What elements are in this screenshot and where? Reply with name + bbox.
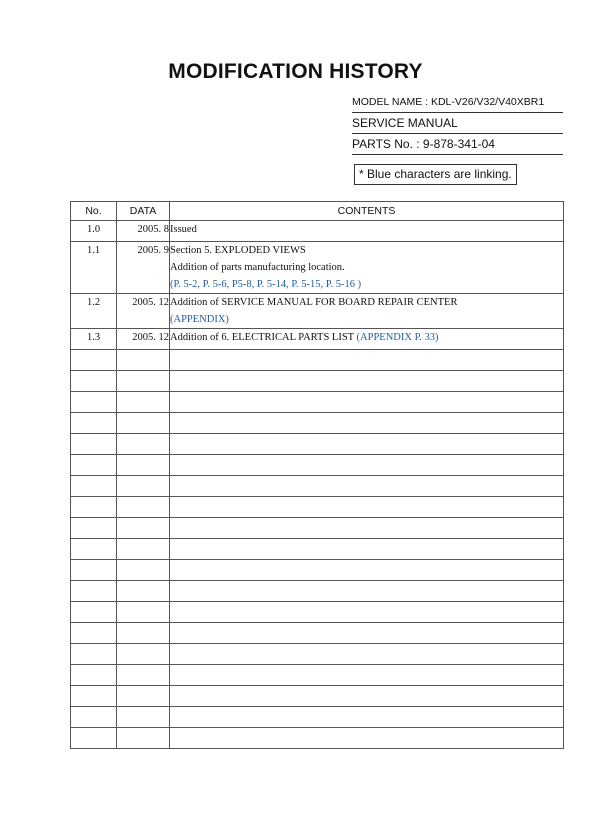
table-row-empty (71, 455, 564, 476)
row-date-empty (117, 644, 170, 665)
row-no: 1.2 (71, 294, 117, 329)
row-content-empty (170, 644, 564, 665)
row-date-empty (117, 434, 170, 455)
row-content (170, 329, 564, 350)
table-row-empty (71, 707, 564, 728)
modification-table (70, 201, 564, 749)
table-row-empty (71, 434, 564, 455)
header-data: DATA (117, 202, 170, 221)
row-no-empty (71, 539, 117, 560)
row-no-empty (71, 581, 117, 602)
row-date-empty (117, 728, 170, 749)
table-row-empty (71, 644, 564, 665)
table-row-empty (71, 602, 564, 623)
row-no: 1.1 (71, 242, 117, 294)
row-date-empty (117, 371, 170, 392)
row-content-empty (170, 581, 564, 602)
row-date-empty (117, 665, 170, 686)
row-no: 1.0 (71, 221, 117, 242)
row-no-empty (71, 623, 117, 644)
content-text: Addition of 6. ELECTRICAL PARTS LIST (170, 332, 357, 343)
row-no-empty (71, 518, 117, 539)
table-row-empty (71, 413, 564, 434)
table-row-empty (71, 497, 564, 518)
row-date-empty (117, 455, 170, 476)
row-content-empty (170, 602, 564, 623)
row-content-empty (170, 539, 564, 560)
row-no: 1.3 (71, 329, 117, 350)
row-no-empty (71, 413, 117, 434)
row-date-empty (117, 392, 170, 413)
table-row-empty (71, 476, 564, 497)
row-date-empty (117, 476, 170, 497)
row-no-empty (71, 392, 117, 413)
table-row-empty (71, 581, 564, 602)
row-no-empty (71, 350, 117, 371)
header-contents: CONTENTS (170, 202, 564, 221)
table-row-empty (71, 350, 564, 371)
row-date-empty (117, 413, 170, 434)
row-no-empty (71, 707, 117, 728)
row-content-empty (170, 350, 564, 371)
row-content (170, 221, 564, 242)
table-row-empty (71, 371, 564, 392)
table-row (71, 242, 564, 294)
row-no-empty (71, 728, 117, 749)
table-row-empty (71, 539, 564, 560)
row-date-empty (117, 497, 170, 518)
row-date: 2005. 12 (117, 294, 170, 329)
parts-number: PARTS No. : 9-878-341-04 (352, 134, 563, 155)
table-header-row (71, 202, 564, 221)
row-no-empty (71, 476, 117, 497)
row-no-empty (71, 644, 117, 665)
table-row (71, 329, 564, 350)
row-date: 2005. 12 (117, 329, 170, 350)
table-row-empty (71, 560, 564, 581)
table-row-empty (71, 392, 564, 413)
row-date-empty (117, 707, 170, 728)
row-content-empty (170, 686, 564, 707)
document-info (352, 92, 563, 155)
row-content-empty (170, 497, 564, 518)
content-text: Issued (170, 224, 197, 235)
row-date: 2005. 9 (117, 242, 170, 294)
row-no-empty (71, 560, 117, 581)
table-row-empty (71, 518, 564, 539)
row-content-empty (170, 434, 564, 455)
model-name: MODEL NAME : KDL-V26/V32/V40XBR1 (352, 92, 563, 113)
row-no-empty (71, 455, 117, 476)
row-content-empty (170, 560, 564, 581)
appendix-link[interactable]: (APPENDIX) (170, 314, 229, 325)
row-content-empty (170, 392, 564, 413)
appendix-page-link[interactable]: (APPENDIX P. 33) (356, 332, 439, 343)
row-date: 2005. 8 (117, 221, 170, 242)
row-date-empty (117, 350, 170, 371)
row-date-empty (117, 602, 170, 623)
row-date-empty (117, 518, 170, 539)
row-content-empty (170, 371, 564, 392)
table-row-empty (71, 686, 564, 707)
row-no-empty (71, 371, 117, 392)
row-content-empty (170, 476, 564, 497)
row-no-empty (71, 434, 117, 455)
row-content-empty (170, 728, 564, 749)
row-date-empty (117, 581, 170, 602)
row-content (170, 242, 564, 294)
row-no-empty (71, 686, 117, 707)
content-text: Addition of SERVICE MANUAL FOR BOARD REPAIR CENTER (170, 297, 458, 308)
row-content-empty (170, 455, 564, 476)
table-row-empty (71, 665, 564, 686)
row-date-empty (117, 686, 170, 707)
row-content-empty (170, 665, 564, 686)
link-note: * Blue characters are linking. (354, 164, 517, 185)
row-no-empty (71, 665, 117, 686)
table-row (71, 221, 564, 242)
page-links[interactable]: (P. 5-2, P. 5-6, P5-8, P. 5-14, P. 5-15, P. 5-16 ) (170, 279, 362, 290)
row-content-empty (170, 518, 564, 539)
page-title: MODIFICATION HISTORY (168, 60, 423, 83)
table-row-empty (71, 623, 564, 644)
row-content (170, 294, 564, 329)
table-row-empty (71, 728, 564, 749)
content-text: Addition of parts manufacturing location. (170, 262, 345, 273)
row-date-empty (117, 539, 170, 560)
manual-type: SERVICE MANUAL (352, 113, 563, 134)
header-no: No. (71, 202, 117, 221)
row-date-empty (117, 623, 170, 644)
table-row (71, 294, 564, 329)
row-content-empty (170, 413, 564, 434)
row-content-empty (170, 707, 564, 728)
row-no-empty (71, 497, 117, 518)
row-content-empty (170, 623, 564, 644)
content-text: Section 5. EXPLODED VIEWS (170, 245, 306, 256)
row-date-empty (117, 560, 170, 581)
row-no-empty (71, 602, 117, 623)
